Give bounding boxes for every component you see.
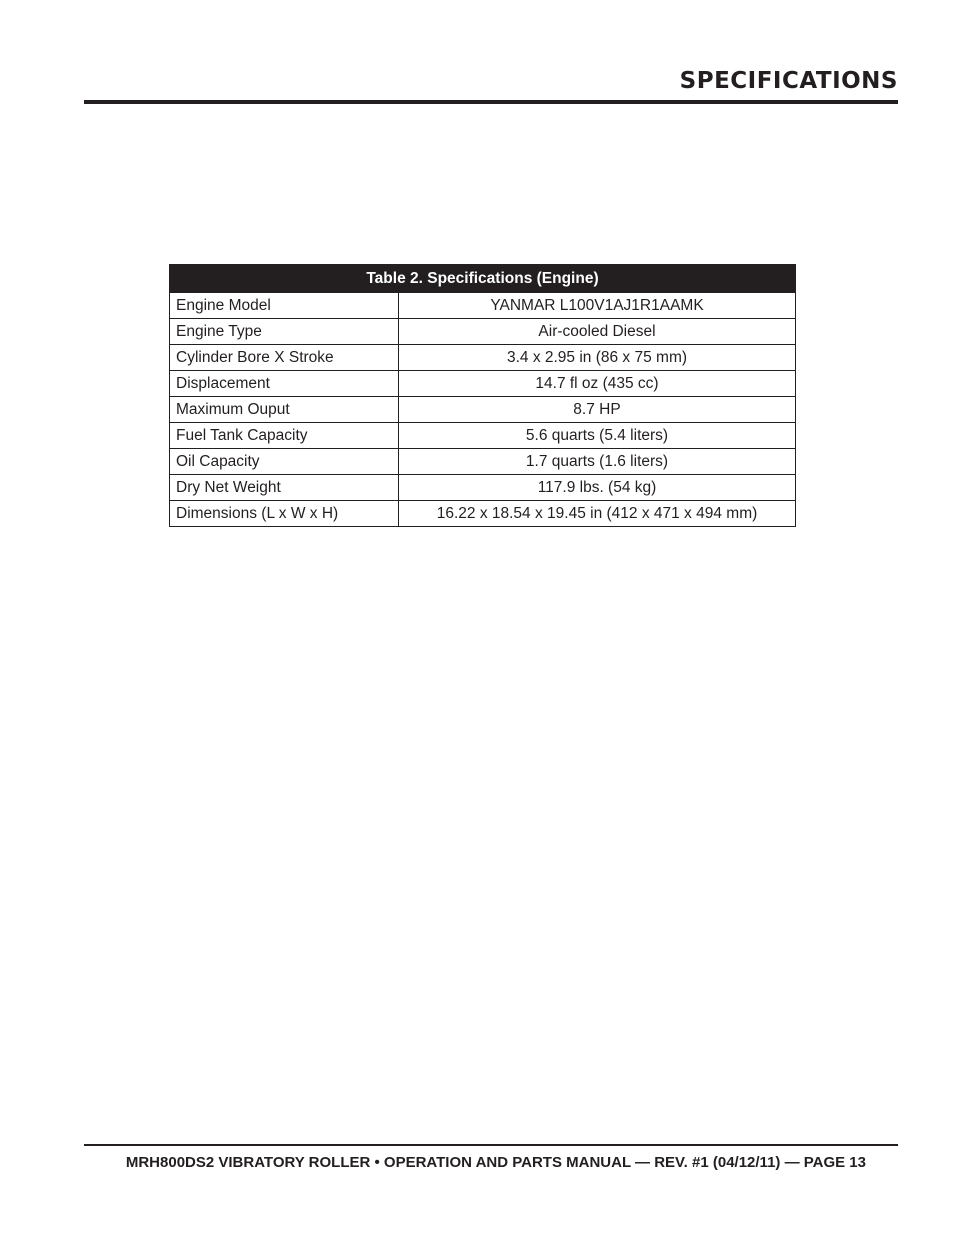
page-title: SPECIFICATIONS (679, 68, 898, 94)
page-footer: MRH800DS2 VIBRATORY ROLLER • OPERATION AND PARTS MANUAL — REV. #1 (04/12/11) — PAGE 13 (125, 1154, 866, 1171)
row-label: Oil Capacity (170, 449, 399, 475)
row-value: 14.7 fl oz (435 cc) (399, 371, 796, 397)
row-value: YANMAR L100V1AJ1R1AAMK (399, 293, 796, 319)
row-value: 3.4 x 2.95 in (86 x 75 mm) (399, 345, 796, 371)
table-row-bore-stroke (170, 345, 796, 371)
row-label: Displacement (170, 371, 399, 397)
row-value: 117.9 lbs. (54 kg) (399, 475, 796, 501)
header-rule (84, 100, 898, 104)
row-value: 5.6 quarts (5.4 liters) (399, 423, 796, 449)
table-row-maximum-output (170, 397, 796, 423)
table-row-fuel-tank-capacity (170, 423, 796, 449)
table-row-dimensions (170, 501, 796, 527)
row-value: Air-cooled Diesel (399, 319, 796, 345)
row-value: 8.7 HP (399, 397, 796, 423)
row-label: Dimensions (L x W x H) (170, 501, 399, 527)
engine-specifications-table (169, 264, 796, 527)
row-label: Maximum Ouput (170, 397, 399, 423)
row-value: 16.22 x 18.54 x 19.45 in (412 x 471 x 494 mm) (399, 501, 796, 527)
row-label: Cylinder Bore X Stroke (170, 345, 399, 371)
row-label: Engine Model (170, 293, 399, 319)
table-row-engine-type (170, 319, 796, 345)
table-row-oil-capacity (170, 449, 796, 475)
table-row-displacement (170, 371, 796, 397)
table-row-dry-net-weight (170, 475, 796, 501)
table-row-engine-model (170, 293, 796, 319)
table-caption: Table 2. Specifications (Engine) (169, 264, 796, 292)
row-label: Dry Net Weight (170, 475, 399, 501)
row-value: 1.7 quarts (1.6 liters) (399, 449, 796, 475)
footer-rule (84, 1144, 898, 1146)
row-label: Fuel Tank Capacity (170, 423, 399, 449)
row-label: Engine Type (170, 319, 399, 345)
